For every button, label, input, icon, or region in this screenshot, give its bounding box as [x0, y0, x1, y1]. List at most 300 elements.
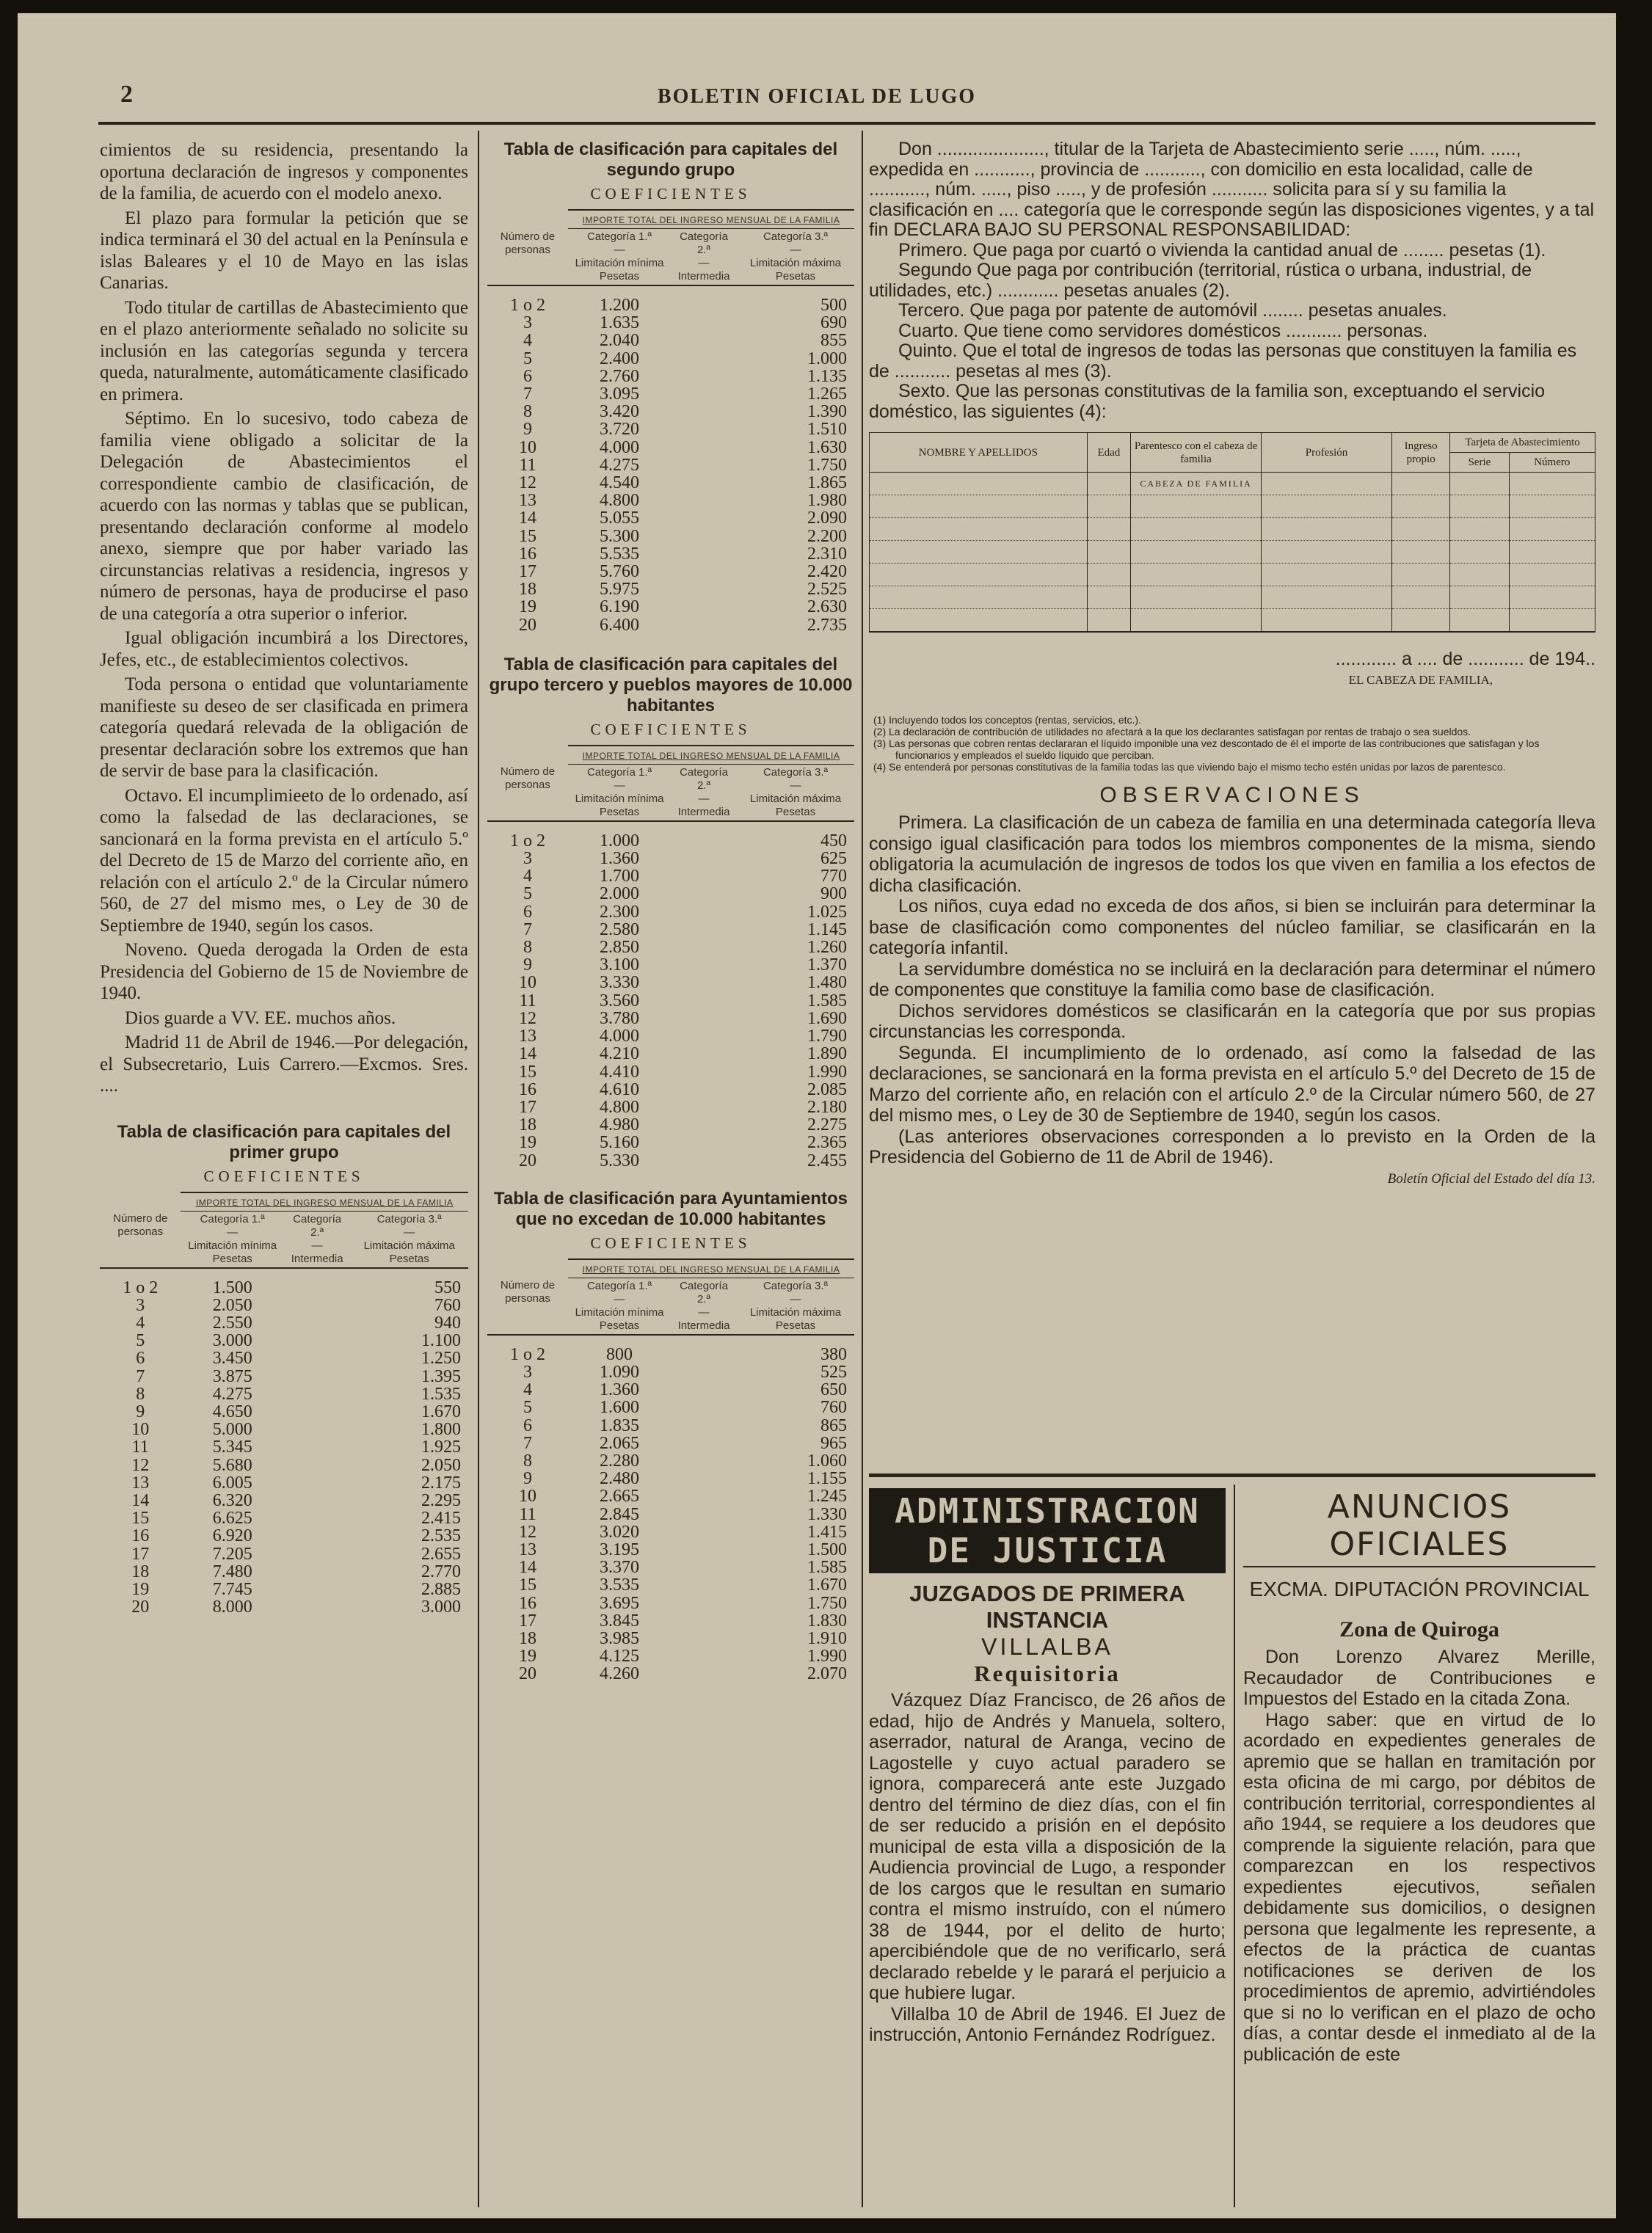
- persons-cell: 8: [523, 938, 532, 958]
- table-row: [100, 1314, 468, 1332]
- max-cell: 2.365: [807, 1133, 847, 1153]
- table-row: [487, 528, 854, 545]
- persons-cell: 17: [519, 1097, 536, 1117]
- table-row: [487, 867, 854, 885]
- persons-cell: 1 o 2: [510, 296, 545, 315]
- min-cell: 4.610: [600, 1079, 639, 1099]
- table-row: [487, 563, 854, 580]
- intermediate-cell: [671, 545, 737, 563]
- min-cell: 2.400: [600, 349, 639, 368]
- limmax-label: Limitación máxima: [749, 1305, 842, 1319]
- persons-cell: 9: [136, 1402, 145, 1421]
- intermediate-cell: [671, 1081, 737, 1099]
- min-cell: 8.000: [212, 1598, 252, 1617]
- max-cell: 450: [820, 831, 847, 850]
- max-cell: 865: [820, 1416, 847, 1435]
- min-cell: 4.800: [600, 1097, 639, 1117]
- table-row: [487, 616, 854, 634]
- observaciones-title: OBSERVACIONES: [1099, 783, 1365, 807]
- header-rule: [98, 122, 1595, 125]
- min-cell: 2.850: [600, 938, 639, 958]
- table-row: [487, 1595, 854, 1612]
- min-cell: 3.195: [600, 1540, 639, 1559]
- table-row: [100, 1279, 468, 1297]
- persons-cell: 20: [519, 1151, 536, 1170]
- max-cell: 1.910: [807, 1628, 847, 1648]
- max-cell: 690: [820, 313, 847, 333]
- min-cell: 4.125: [600, 1647, 639, 1666]
- pesetas-label: Pesetas: [599, 1319, 640, 1332]
- anuncios-body: [1243, 1647, 1595, 2065]
- justicia-section: [869, 1488, 1226, 2046]
- table-row: [487, 850, 854, 867]
- col-ingreso: Ingreso propio: [1392, 433, 1450, 473]
- intermediate-cell: [284, 1474, 350, 1492]
- persons-cell: 5: [136, 1331, 145, 1351]
- paragraph: (Las anteriores observaciones corresponden a lo previsto en la Orden de la Presidencia del Gobierno de 11 de Abril de 1946).: [869, 1126, 1595, 1168]
- table-row: [100, 1332, 468, 1349]
- persons-cell: 14: [519, 509, 536, 528]
- min-cell: 1.200: [600, 296, 639, 315]
- table-row: [487, 1506, 854, 1523]
- persons-cell: 3: [136, 1295, 145, 1315]
- intermediate-cell: [671, 974, 737, 991]
- max-cell: 1.980: [807, 491, 847, 511]
- col-categoria-3: [737, 229, 854, 286]
- intermediate-cell: [671, 1452, 737, 1470]
- max-cell: 3.000: [421, 1598, 461, 1617]
- intermediate-cell: [671, 885, 737, 903]
- intermediate-cell: [284, 1527, 350, 1545]
- pesetas-label: Pesetas: [599, 270, 640, 283]
- table-row: [487, 1027, 854, 1045]
- min-cell: 5.000: [212, 1420, 252, 1440]
- max-cell: 2.275: [807, 1115, 847, 1135]
- persons-cell: 7: [136, 1366, 145, 1386]
- intermediate-cell: [671, 420, 737, 438]
- table-row: [487, 1363, 854, 1381]
- intermediate-cell: [284, 1421, 350, 1438]
- min-cell: 4.275: [212, 1384, 252, 1404]
- persons-cell: 7: [523, 919, 532, 939]
- max-cell: 500: [820, 296, 847, 315]
- min-cell: 2.050: [212, 1295, 252, 1315]
- min-cell: 2.580: [600, 919, 639, 939]
- min-cell: 7.745: [212, 1579, 252, 1599]
- persons-cell: 3: [523, 313, 532, 333]
- observaciones-body: [869, 812, 1595, 1168]
- intermediate-cell: [671, 832, 737, 850]
- persons-cell: 19: [519, 597, 536, 617]
- max-cell: 2.070: [807, 1664, 847, 1683]
- table-row: [487, 1399, 854, 1416]
- requisitoria-heading: Requisitoria: [974, 1661, 1121, 1686]
- persons-cell: 13: [131, 1473, 150, 1493]
- table-row: [487, 1010, 854, 1027]
- table-row: [487, 903, 854, 921]
- intermediate-cell: [671, 1612, 737, 1630]
- declaration-line: Don ....................., titular de la Tarjeta de Abastecimiento serie ....., núm. ....., expedida en ..........., provincia de ..........., con domicilio en esta localidad, calle de ..........., núm. ....., piso ....., y de profesión ........... solicita para sí y su familia la clasificación en .... categoría que le corresponde según las disposiciones vigentes, y a tal fin DECLARA BAJO SU PERSONAL RESPONSABILIDAD:: [869, 139, 1595, 240]
- table-row: [100, 1421, 468, 1438]
- dash: —: [790, 779, 801, 792]
- table-band-header: IMPORTE TOTAL DEL INGRESO MENSUAL DE LA FAMILIA: [568, 210, 854, 229]
- col-numero-personas: Número de personas: [500, 1279, 556, 1305]
- page-number: 2: [120, 81, 133, 108]
- min-cell: 3.020: [600, 1522, 639, 1542]
- table-row: [487, 1152, 854, 1170]
- max-cell: 1.630: [807, 437, 847, 457]
- persons-cell: 17: [519, 562, 536, 582]
- table-row: [100, 1563, 468, 1581]
- min-cell: 6.005: [212, 1473, 252, 1493]
- col-categoria-1: [181, 1211, 284, 1268]
- persons-cell: 11: [519, 455, 536, 475]
- dash: —: [698, 792, 710, 805]
- dash: —: [311, 1239, 323, 1252]
- intermediate-cell: [671, 528, 737, 545]
- dash: —: [614, 244, 625, 256]
- footnote: (1) Incluyendo todos los conceptos (rentas, servicios, etc.).: [873, 714, 1141, 726]
- table-row: [100, 1438, 468, 1456]
- min-cell: 5.300: [600, 526, 639, 546]
- table-row: [487, 1116, 854, 1134]
- intermediate-cell: [671, 1346, 737, 1363]
- col-tarjeta: Tarjeta de Abastecimiento: [1450, 433, 1595, 453]
- min-cell: 3.000: [212, 1331, 252, 1351]
- table-row: [487, 1346, 854, 1363]
- col-numero: Número: [1509, 453, 1595, 473]
- max-cell: 1.990: [807, 1062, 847, 1082]
- max-cell: 1.060: [807, 1451, 847, 1471]
- persons-cell: 18: [519, 580, 536, 600]
- persons-cell: 11: [519, 1504, 536, 1524]
- pesetas-label: Pesetas: [599, 805, 640, 818]
- max-cell: 1.830: [807, 1611, 847, 1631]
- table-row: [100, 1349, 468, 1367]
- min-cell: 800: [606, 1344, 633, 1364]
- persons-cell: 15: [519, 526, 536, 546]
- min-cell: 6.920: [212, 1526, 252, 1546]
- intermediate-cell: [671, 1435, 737, 1452]
- table-row: [870, 473, 1595, 495]
- min-cell: 5.345: [212, 1438, 252, 1457]
- table-row: [100, 1581, 468, 1598]
- col-categoria-3: [350, 1211, 468, 1268]
- intermediate-cell: [671, 939, 737, 956]
- min-cell: 4.540: [600, 473, 639, 493]
- intermediate-cell: [284, 1438, 350, 1456]
- min-cell: 5.680: [212, 1455, 252, 1475]
- table-row: [487, 1081, 854, 1099]
- max-cell: 2.885: [421, 1579, 461, 1599]
- table-row: [487, 296, 854, 314]
- table-title: Tabla de clasificación para Ayuntamientos que no excedan de 10.000 habitantes: [494, 1188, 848, 1229]
- table-band-header: IMPORTE TOTAL DEL INGRESO MENSUAL DE LA FAMILIA: [568, 746, 854, 765]
- persons-cell: 20: [519, 1664, 536, 1683]
- col-categoria-1: [568, 229, 671, 286]
- classification-table: [487, 209, 854, 634]
- col-profesion: Profesión: [1262, 433, 1392, 473]
- table-row: [100, 1368, 468, 1385]
- cabeza-label: CABEZA DE FAMILIA: [1131, 473, 1262, 495]
- intermediate-cell: [671, 1595, 737, 1612]
- intermediate-cell: [671, 1665, 737, 1683]
- min-cell: 1.500: [212, 1278, 252, 1297]
- paragraph: Don Lorenzo Alvarez Merille, Recaudador de Contribuciones e Impuestos del Estado en la citada Zona.: [1243, 1647, 1595, 1709]
- persons-cell: 10: [131, 1420, 150, 1440]
- max-cell: 625: [820, 849, 847, 869]
- persons-cell: 10: [519, 437, 536, 457]
- persons-cell: 6: [136, 1349, 145, 1369]
- max-cell: 2.655: [421, 1544, 461, 1564]
- table-row: [487, 1134, 854, 1151]
- persons-cell: 18: [519, 1628, 536, 1648]
- persons-cell: 13: [519, 1540, 536, 1559]
- inter-label: Intermedia: [677, 1319, 730, 1332]
- min-cell: 1.635: [600, 313, 639, 333]
- table-band-header: IMPORTE TOTAL DEL INGRESO MENSUAL DE LA FAMILIA: [181, 1192, 468, 1212]
- persons-cell: 6: [523, 366, 532, 386]
- table-row: [870, 541, 1595, 564]
- max-cell: 1.890: [807, 1044, 847, 1064]
- dash: —: [790, 244, 801, 256]
- intermediate-cell: [284, 1297, 350, 1314]
- max-cell: 525: [820, 1362, 847, 1382]
- min-cell: 4.000: [600, 1027, 639, 1046]
- persons-cell: 17: [131, 1544, 150, 1564]
- max-cell: 1.395: [421, 1366, 461, 1386]
- intermediate-cell: [284, 1403, 350, 1421]
- min-cell: 2.065: [600, 1433, 639, 1453]
- paragraph: Octavo. El incumplimieeto de lo ordenado, así como la falsedad de las declaraciones, se sancionará en la forma prevista en el artículo 5.º del Decreto de 15 de Marzo del corriente año, en relación con el artículo 2.º de la Circular número 560, de 27 del mismo mes, o Ley de 30 de Septiembre de 1940, según los casos.: [100, 785, 468, 936]
- table-row: [487, 474, 854, 492]
- table-row: [487, 1470, 854, 1487]
- declaration-line: Sexto. Que las personas constitutivas de la familia son, exceptuando el servicio doméstico, las siguientes (4):: [869, 381, 1546, 422]
- min-cell: 3.845: [600, 1611, 639, 1631]
- max-cell: 1.265: [807, 385, 847, 404]
- persons-cell: 7: [523, 385, 532, 404]
- table-row: [487, 1487, 854, 1505]
- max-cell: 2.420: [807, 562, 847, 582]
- table-row: [870, 564, 1595, 586]
- persons-cell: 6: [523, 1416, 532, 1435]
- max-cell: 1.865: [807, 473, 847, 493]
- table-row: [870, 518, 1595, 541]
- intermediate-cell: [671, 1647, 737, 1665]
- persons-cell: 9: [523, 420, 532, 440]
- persons-cell: 3: [523, 1362, 532, 1382]
- col-edad: Edad: [1087, 433, 1130, 473]
- max-cell: 1.025: [807, 902, 847, 922]
- intermediate-cell: [671, 956, 737, 974]
- max-cell: 1.585: [807, 991, 847, 1010]
- persons-cell: 5: [523, 1398, 532, 1418]
- persons-cell: 18: [131, 1562, 150, 1581]
- intermediate-cell: [671, 1417, 737, 1435]
- max-cell: 1.690: [807, 1008, 847, 1028]
- intermediate-cell: [284, 1314, 350, 1332]
- table-row: [487, 1435, 854, 1452]
- col-categoria-1: [568, 1278, 671, 1335]
- dash: —: [698, 257, 710, 269]
- table-row: [100, 1598, 468, 1616]
- paragraph: Toda persona o entidad que voluntariamente manifieste su deseo de ser clasificada en primera categoría quedará relevada de la obligación de presentar declaración sobre los extremos que han de servir de base para la clasificación.: [100, 674, 468, 781]
- min-cell: 2.040: [600, 331, 639, 351]
- col-categoria-1: [568, 764, 671, 821]
- persons-cell: 6: [523, 902, 532, 922]
- declaration-form: [869, 139, 1595, 422]
- cat1-label: Categoría 1.ª: [586, 230, 652, 243]
- table-row: [487, 1045, 854, 1063]
- coefficients-label: COEFICIENTES: [203, 1167, 365, 1185]
- min-cell: 5.160: [600, 1133, 639, 1153]
- intermediate-cell: [671, 921, 737, 939]
- col-categoria-2: [671, 229, 737, 286]
- intermediate-cell: [284, 1563, 350, 1581]
- min-cell: 1.360: [600, 849, 639, 869]
- intermediate-cell: [284, 1581, 350, 1598]
- max-cell: 2.735: [807, 615, 847, 635]
- persons-cell: 14: [131, 1490, 150, 1510]
- intermediate-cell: [284, 1368, 350, 1385]
- min-cell: 6.320: [212, 1490, 252, 1510]
- persons-cell: 19: [519, 1133, 536, 1153]
- min-cell: 3.535: [600, 1576, 639, 1595]
- table-row: [487, 1541, 854, 1559]
- min-cell: 4.650: [212, 1402, 252, 1421]
- running-header: BOLETIN OFICIAL DE LUGO: [657, 85, 977, 108]
- persons-cell: 19: [131, 1579, 150, 1599]
- min-cell: 2.280: [600, 1451, 639, 1471]
- intermediate-cell: [671, 492, 737, 509]
- col-serie: Serie: [1450, 453, 1509, 473]
- limmax-label: Limitación máxima: [363, 1239, 455, 1252]
- min-cell: 3.720: [600, 420, 639, 440]
- declaration-line: Quinto. Que el total de ingresos de todas las personas que constituyen la familia es de ........... pesetas al mes (3).: [869, 340, 1577, 382]
- table-row: [487, 492, 854, 509]
- classification-table: [100, 1192, 468, 1617]
- persons-cell: 9: [523, 955, 532, 975]
- intermediate-cell: [671, 439, 737, 456]
- table-row: [487, 368, 854, 385]
- table-row: [487, 1612, 854, 1630]
- intermediate-cell: [671, 1523, 737, 1541]
- table-row: [100, 1492, 468, 1509]
- min-cell: 1.835: [600, 1416, 639, 1435]
- table-row: [487, 456, 854, 474]
- persons-cell: 7: [523, 1433, 532, 1453]
- anuncios-subtitle: EXCMA. DIPUTACIÓN PROVINCIAL: [1249, 1578, 1590, 1600]
- classification-table: [487, 1258, 854, 1683]
- intermediate-cell: [284, 1279, 350, 1297]
- max-cell: 2.535: [421, 1526, 461, 1546]
- persons-cell: 12: [519, 473, 536, 493]
- min-cell: 2.550: [212, 1313, 252, 1333]
- max-cell: 1.370: [807, 955, 847, 975]
- intermediate-cell: [671, 474, 737, 492]
- persons-cell: 12: [131, 1455, 150, 1475]
- pesetas-label: Pesetas: [775, 270, 816, 283]
- limmin-label: Limitación mínima: [188, 1239, 277, 1252]
- column-3: [869, 139, 1595, 1187]
- col-nombre: NOMBRE Y APELLIDOS: [870, 433, 1088, 473]
- min-cell: 4.800: [600, 491, 639, 511]
- paragraph: Dichos servidores domésticos se clasificarán en la categoría que por sus propias circunstancias les corresponda.: [869, 1000, 1595, 1042]
- persons-cell: 4: [523, 1380, 532, 1400]
- min-cell: 1.700: [600, 867, 639, 886]
- table-row: [487, 509, 854, 527]
- max-cell: 940: [434, 1313, 461, 1333]
- dash: —: [404, 1225, 415, 1239]
- persons-cell: 15: [519, 1576, 536, 1595]
- persons-cell: 11: [131, 1438, 149, 1457]
- max-cell: 2.085: [807, 1079, 847, 1099]
- min-cell: 3.695: [600, 1593, 639, 1613]
- min-cell: 5.975: [600, 580, 639, 600]
- max-cell: 1.750: [807, 1593, 847, 1613]
- max-cell: 1.500: [807, 1540, 847, 1559]
- footnote: (4) Se entenderá por personas constitutivas de la familia todas las que viviendo bajo el mismo techo estén unidas por lazos de parentesco.: [873, 761, 1506, 773]
- signature-label: EL CABEZA DE FAMILIA,: [1348, 673, 1493, 687]
- persons-cell: 12: [519, 1008, 536, 1028]
- table-row: [487, 1099, 854, 1116]
- paragraph: Primera. La clasificación de un cabeza de familia en una determinada categoría lleva consigo igual clasificación para todos los miembros componentes de la misma, siendo obligatoria la acumulación de ingresos de todos los que viven en familia a los efectos de dicha clasificación.: [869, 812, 1595, 896]
- persons-cell: 1 o 2: [123, 1278, 159, 1297]
- max-cell: 1.245: [807, 1487, 847, 1507]
- table-row: [487, 420, 854, 438]
- paragraph: Igual obligación incumbirá a los Directores, Jefes, etc., de establecimientos colectivos.: [100, 628, 468, 670]
- anuncios-banner: ANUNCIOS OFICIALES: [1243, 1488, 1595, 1567]
- intermediate-cell: [671, 1487, 737, 1505]
- min-cell: 2.480: [600, 1469, 639, 1489]
- column-rule: [1234, 1485, 1235, 2207]
- intermediate-cell: [671, 850, 737, 867]
- table-row: [487, 956, 854, 974]
- footnote: (3) Las personas que cobren rentas declararan el líquido imponible una vez descontado de él el importe de las contribuciones que satisfagan y los funcionarios y empleados el sueldo líquido que perciban.: [873, 737, 1540, 761]
- max-cell: 380: [820, 1344, 847, 1364]
- persons-cell: 15: [519, 1062, 536, 1082]
- column-rule: [478, 131, 479, 2207]
- col-categoria-2: [284, 1211, 350, 1268]
- intermediate-cell: [671, 1363, 737, 1381]
- limmax-label: Limitación máxima: [749, 257, 842, 269]
- table-row: [487, 314, 854, 332]
- persons-cell: 14: [519, 1044, 536, 1064]
- min-cell: 3.875: [212, 1366, 252, 1386]
- max-cell: 1.790: [807, 1027, 847, 1046]
- table-row: [487, 939, 854, 956]
- min-cell: 2.000: [600, 884, 639, 904]
- max-cell: 1.100: [421, 1331, 461, 1351]
- max-cell: 1.145: [807, 919, 847, 939]
- max-cell: 1.990: [807, 1647, 847, 1666]
- paragraph: Vázquez Díaz Francisco, de 26 años de edad, hijo de Andrés y Manuela, soltero, aserrador, natural de Aranga, vecino de Lagostelle y cuyo actual paradero se ignora, comparecerá ante este Juzgado dentro del término de diez días, con el fin de ser reducido a prisión en el depósito municipal de esta villa a disposición de la Audiencia provincial de Lugo, a responder de los cargos que le resultan en sumario contra el mismo instruído, con el número 38 de 1944, por el delito de hurto; apercibiéndole que de no verificarlo, será declarado rebelde y le parará el perjuicio a que hubiere lugar.: [869, 1690, 1226, 2003]
- max-cell: 900: [820, 884, 847, 904]
- min-cell: 5.760: [600, 562, 639, 582]
- table-row: [487, 598, 854, 616]
- intermediate-cell: [284, 1332, 350, 1349]
- table-title: Tabla de clasificación para capitales del primer grupo: [117, 1121, 451, 1162]
- max-cell: 650: [820, 1380, 847, 1400]
- persons-cell: 20: [519, 615, 536, 635]
- table-row: [487, 921, 854, 939]
- max-cell: 2.180: [807, 1097, 847, 1117]
- table-row: [487, 1576, 854, 1594]
- dash: —: [698, 1305, 710, 1319]
- persons-cell: 14: [519, 1558, 536, 1578]
- persons-cell: 4: [523, 331, 532, 351]
- min-cell: 1.600: [600, 1398, 639, 1418]
